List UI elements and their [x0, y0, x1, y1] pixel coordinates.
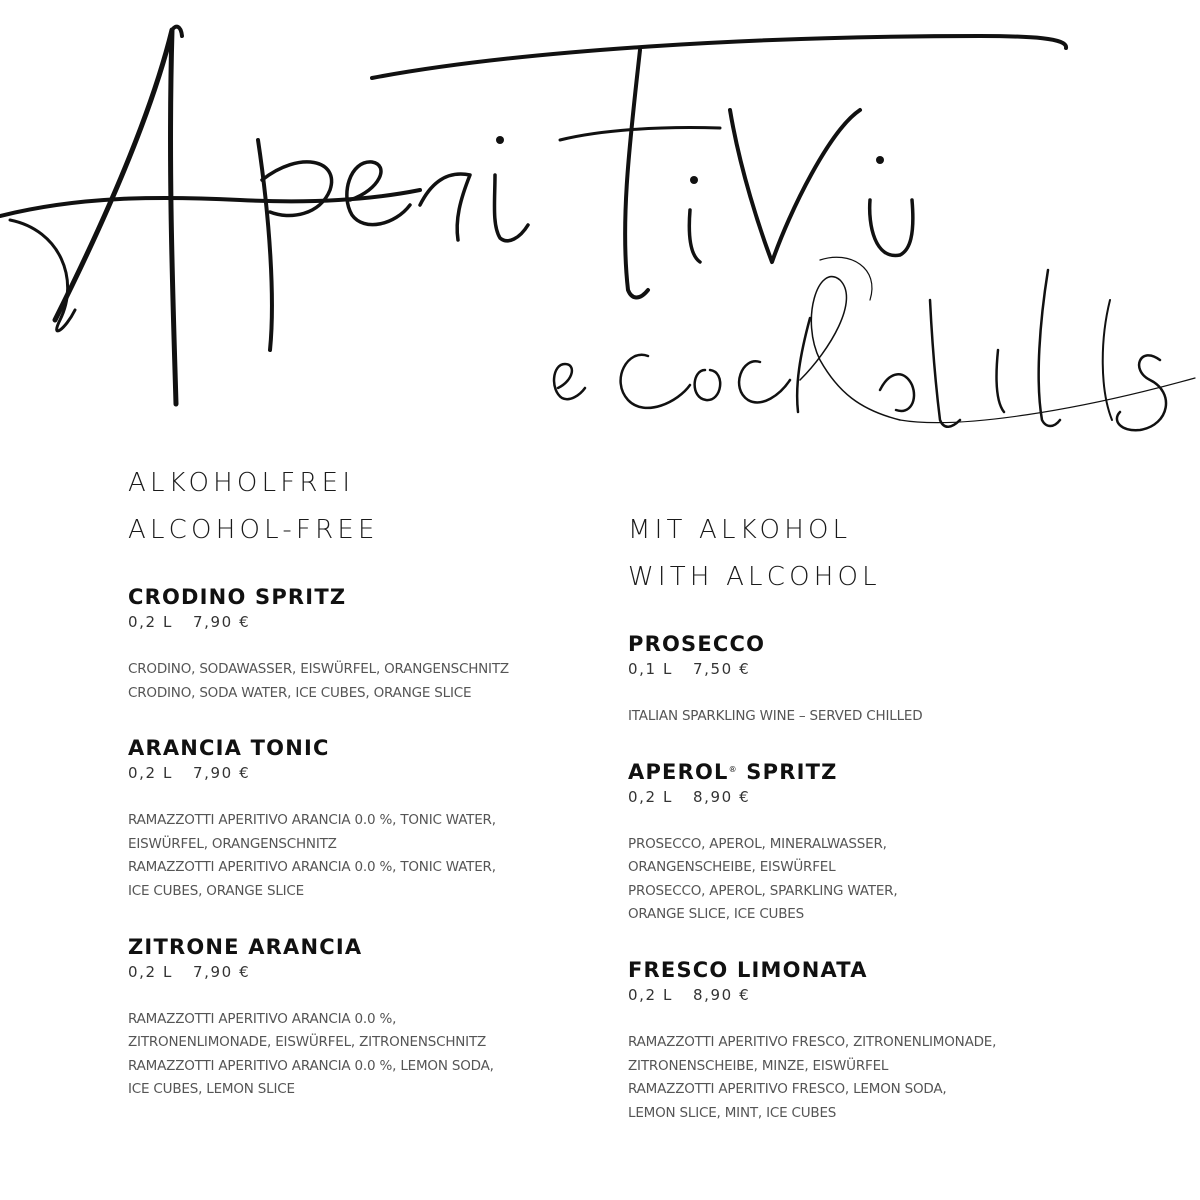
item-name-text: APEROL [628, 759, 729, 784]
with-alcohol-items [628, 631, 1098, 1125]
item-volume: 0,2 L [628, 787, 673, 806]
item-price: 7,50 € [692, 660, 751, 678]
item-price: 7,90 € [192, 764, 251, 783]
description-line: RAMAZZOTTI APERITIVO ARANCIA 0.0 %, TONIC WATER, [128, 859, 496, 876]
item-price: 7,90 € [192, 962, 251, 981]
heading-en: ALCOHOL-FREE [128, 515, 379, 545]
description-line: RAMAZZOTTI APERITIVO FRESCO, LEMON SODA, [628, 1081, 947, 1098]
heading-de: ALKOHOLFREI [128, 468, 355, 498]
description-line: EISWÜRFEL, ORANGENSCHNITZ [128, 835, 337, 852]
item-volume: 0,2 L [128, 764, 173, 783]
item-description [628, 833, 1098, 927]
script-title [0, 0, 1200, 440]
item-price-line [628, 985, 1098, 1005]
menu-item-zitrone-arancia [128, 934, 598, 1102]
item-name: ARANCIA TONIC [128, 736, 330, 761]
item-name-text: PROSECCO [628, 632, 766, 656]
item-price: 8,90 € [692, 985, 751, 1004]
description-line: RAMAZZOTTI APERITIVO ARANCIA 0.0 %, [128, 1010, 397, 1027]
item-volume: 0,2 L [128, 962, 173, 981]
item-volume: 0,2 L [128, 613, 173, 631]
description-line: ORANGENSCHEIBE, EISWÜRFEL [628, 859, 836, 876]
item-description [128, 1008, 598, 1102]
item-price: 8,90 € [692, 787, 751, 806]
item-price-line [628, 787, 1098, 807]
description-line: CRODINO, SODA WATER, ICE CUBES, ORANGE SLICE [128, 684, 472, 701]
description-line: PROSECCO, APEROL, SPARKLING WATER, [628, 882, 898, 899]
menu-item-prosecco [628, 631, 1098, 729]
heading-de: MIT ALKOHOL [628, 515, 852, 545]
description-line: ZITRONENSCHEIBE, MINZE, EISWÜRFEL [628, 1057, 889, 1074]
item-name-text: FRESCO LIMONATA [628, 957, 868, 982]
description-line: RAMAZZOTTI APERITIVO ARANCIA 0.0 %, TONIC WATER, [128, 812, 496, 829]
description-line: ORANGE SLICE, ICE CUBES [628, 906, 804, 923]
with-alcohol-heading [628, 507, 1098, 601]
description-line: RAMAZZOTTI APERITIVO ARANCIA 0.0 %, LEMON SODA, [128, 1057, 494, 1074]
item-volume: 0,1 L [628, 660, 673, 678]
description-line: CRODINO, SODAWASSER, EISWÜRFEL, ORANGENSCHNITZ [128, 661, 509, 677]
item-description [128, 809, 598, 903]
item-name: CRODINO SPRITZ [128, 585, 347, 609]
item-description [128, 658, 598, 705]
alcohol-free-heading [128, 460, 598, 554]
item-description [628, 705, 1098, 729]
item-name [628, 957, 1098, 983]
item-name [628, 759, 1098, 785]
description-line: ICE CUBES, ORANGE SLICE [128, 882, 304, 899]
menu-item-aperol-spritz [628, 759, 1098, 927]
registered-mark: ® [728, 764, 738, 774]
item-name-rest: SPRITZ [737, 759, 838, 784]
item-name: ZITRONE ARANCIA [128, 934, 363, 959]
with-alcohol-column [628, 507, 1098, 1155]
description-line: RAMAZZOTTI APERITIVO FRESCO, ZITRONENLIMONADE, [628, 1033, 997, 1050]
description-line: ITALIAN SPARKLING WINE – SERVED CHILLED [628, 708, 923, 724]
item-price: 7,90 € [192, 613, 251, 631]
description-line: ICE CUBES, LEMON SLICE [128, 1081, 295, 1098]
heading-en: WITH ALCOHOL [628, 562, 881, 592]
item-price-line [628, 659, 1098, 679]
item-price-line [128, 962, 598, 982]
script-title-artwork [0, 0, 1200, 440]
menu-item-fresco-limonata [628, 957, 1098, 1125]
description-line: PROSECCO, APEROL, MINERALWASSER, [628, 835, 887, 852]
menu-item-arancia-tonic [128, 735, 598, 903]
alcohol-free-items [128, 584, 598, 1102]
alcohol-free-column [128, 460, 598, 1132]
description-line: ZITRONENLIMONADE, EISWÜRFEL, ZITRONENSCHNITZ [128, 1034, 487, 1051]
item-price-line [128, 763, 598, 783]
description-line: LEMON SLICE, MINT, ICE CUBES [628, 1104, 837, 1121]
item-volume: 0,2 L [628, 985, 673, 1004]
item-name [628, 631, 1098, 657]
item-price-line [128, 612, 598, 632]
menu-item-crodino-spritz [128, 584, 598, 705]
item-description [628, 1031, 1098, 1125]
